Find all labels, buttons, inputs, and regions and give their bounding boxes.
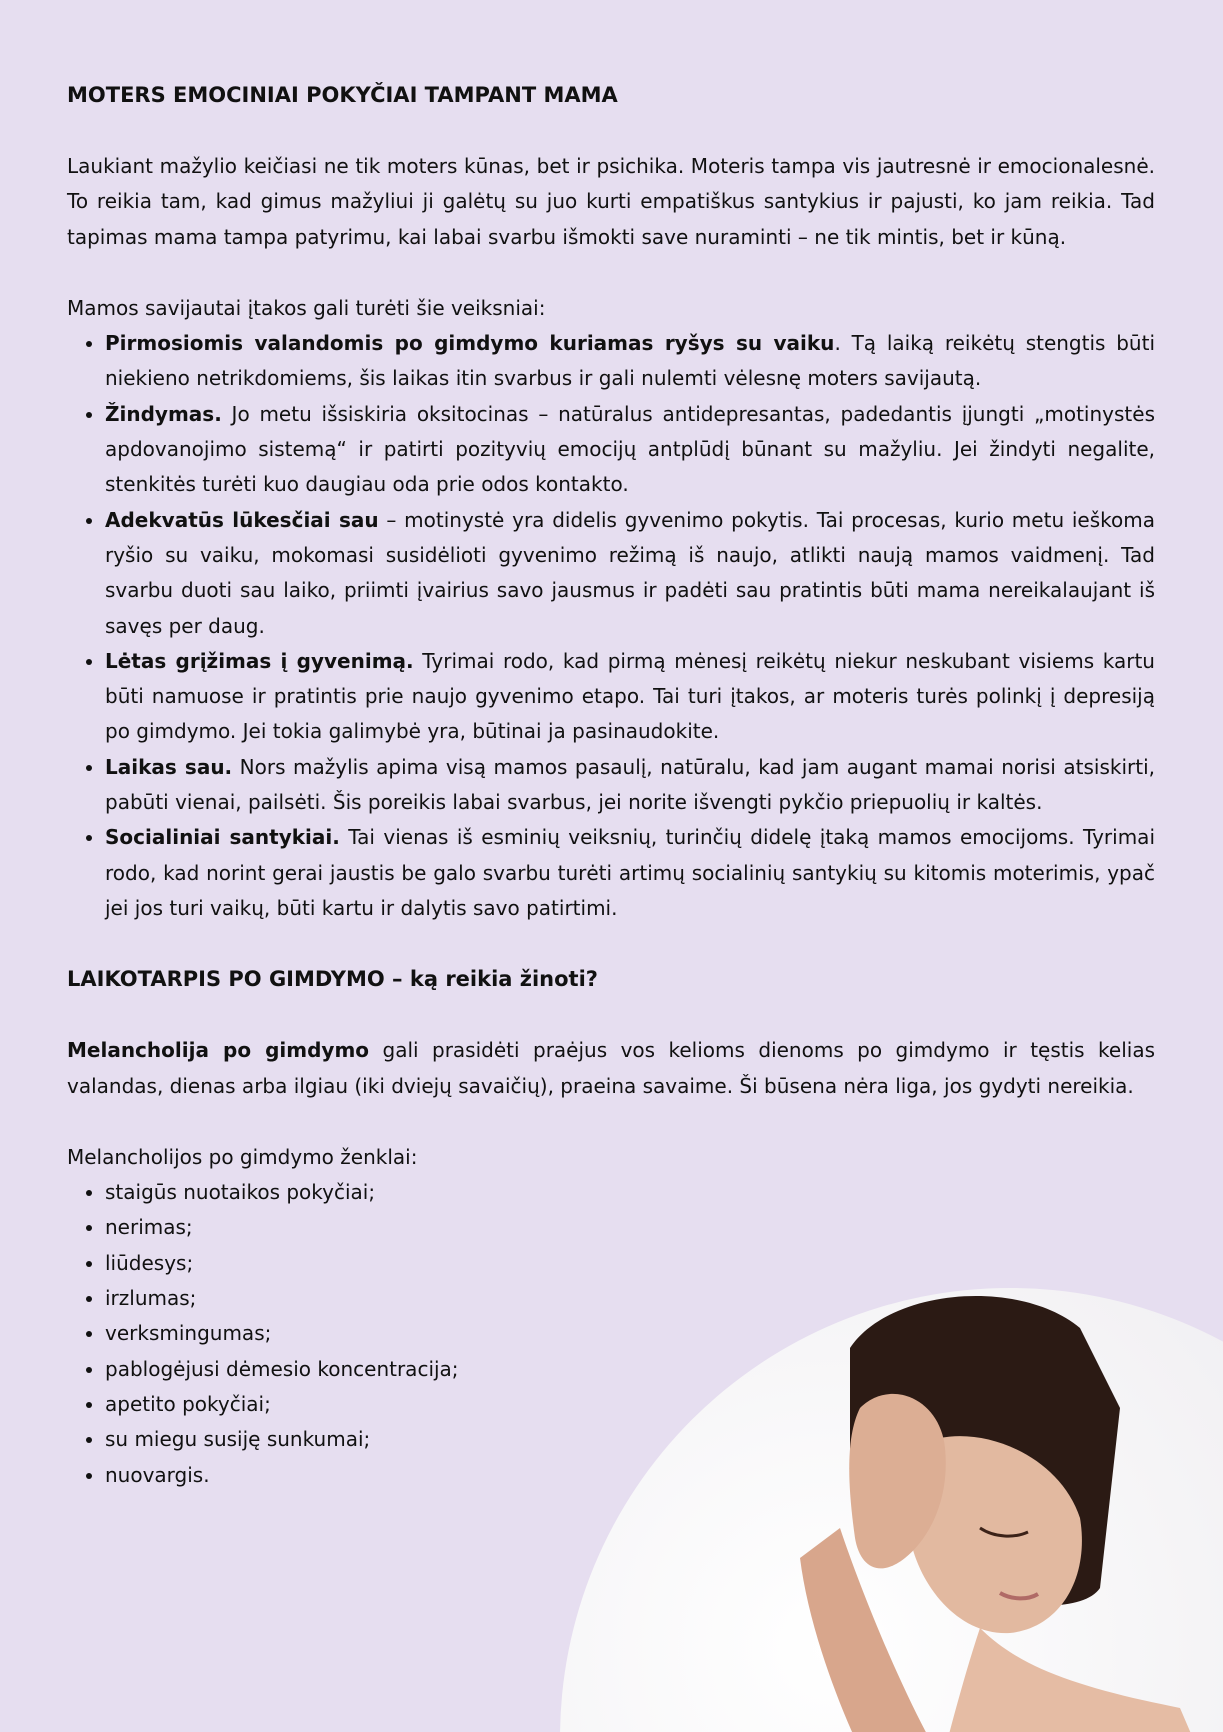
factor-label: Socialiniai santykiai. [105,825,340,850]
factors-lead: Mamos savijautai įtakos gali turėti šie veiksniai: [67,295,546,320]
factor-label: Laikas sau. [105,754,233,779]
signs-list [67,1175,1155,1493]
factor-label: Adekvatūs lūkesčiai sau [105,507,379,532]
document-content [67,78,1155,1493]
section-title-emotional-changes: MOTERS EMOCINIAI POKYČIAI TAMPANT MAMA [67,83,618,107]
list-item: • nerimas; [105,1210,1155,1245]
list-item [105,326,1155,397]
list-item: • liūdesys; [105,1246,1155,1281]
list-item [105,750,1155,821]
list-item: • pablogėjusi dėmesio koncentracija; [105,1352,1155,1387]
melancholy-paragraph [67,1033,1155,1104]
list-item: • verksmingumas; [105,1316,1155,1351]
list-item [105,503,1155,644]
section-title-postpartum: LAIKOTARPIS PO GIMDYMO – ką reikia žinoti? [67,967,598,992]
signs-lead: Melancholijos po gimdymo ženklai: [67,1144,418,1169]
factor-label: Lėtas grįžimas į gyvenimą. [105,648,414,673]
factor-text: Nors mažylis apima visą mamos pasaulį, natūralu, kad jam augant mamai norisi atsiskirti, pabūti vienai, pailsėti. Šis poreikis labai svarbus, jei norite išvengti pykčio priepuolių ir kaltės. [105,754,1155,815]
list-item: • apetito pokyčiai; [105,1387,1155,1422]
factor-text: Jo metu išsiskiria oksitocinas – natūralus antidepresantas, padedantis įjungti „motinystės apdovanojimo sistemą“ ir patirti pozityvių emocijų antplūdį būnant su mažyliu. Jei žindyti negalite, stenkitės turėti kuo daugiau oda prie odos kontakto. [105,401,1155,497]
list-item [105,644,1155,750]
factor-text: Tyrimai rodo, kad pirmą mėnesį reikėtų niekur neskubant visiems kartu būti namuose ir pratintis prie naujo gyvenimo etapo. Tai turi įtakos, ar moteris turės polinkį į depresiją po gimdymo. Jei tokia galimybė yra, būtinai ja pasinaudokite. [105,648,1155,744]
list-item: • nuovargis. [105,1458,1155,1493]
list-item [105,397,1155,503]
intro-paragraph: Laukiant mažylio keičiasi ne tik moters kūnas, bet ir psichika. Moteris tampa vis jautresnė ir emocionalesnė. To reikia tam, kad gimus mažyliui ji galėtų su juo kurti empatiškus santykius ir pajusti, ko jam reikia. Tad tapimas mama tampa patyrimu, kai labai svarbu išmokti save nuraminti – ne tik mintis, bet ir kūną. [67,154,1155,249]
list-item: • irzlumas; [105,1281,1155,1316]
factor-text: Tai vienas iš esminių veiksnių, turinčių didelę įtaką mamos emocijoms. Tyrimai rodo, kad norint gerai jaustis be galo svarbu turėti artimų socialinių santykių su kitomis moterimis, ypač jei jos turi vaikų, būti kartu ir dalytis savo patirtimi. [105,825,1155,920]
list-item [105,820,1155,926]
melancholy-term: Melancholija po gimdymo [67,1038,370,1063]
factor-text: . Tą laiką reikėtų stengtis būti niekieno netrikdomiems, šis laikas itin svarbus ir gali nulemti vėlesnę moters savijautą. [105,331,1156,391]
factor-label: Pirmosiomis valandomis po gimdymo kuriamas ryšys su vaiku [105,331,835,356]
list-item: • su miegu susiję sunkumai; [105,1422,1155,1457]
factor-label: Žindymas. [105,401,222,426]
factors-list [67,326,1155,926]
factor-text: – motinystė yra didelis gyvenimo pokytis. Tai procesas, kurio metu ieškoma ryšio su vaiku, mokomasi susidėlioti gyvenimo režimą iš naujo, atlikti naują mamos vaidmenį. Tad svarbu duoti sau laiko, priimti įvairius savo jausmus ir padėti sau pratintis būti mama nereikalaujant iš savęs per daug. [105,507,1155,638]
list-item: • staigūs nuotaikos pokyčiai; [105,1175,1155,1210]
melancholy-text: gali prasidėti praėjus vos kelioms dienoms po gimdymo ir tęstis kelias valandas, dienas arba ilgiau (iki dviejų savaičių), praeina savaime. Ši būsena nėra liga, jos gydyti nereikia. [67,1038,1155,1098]
